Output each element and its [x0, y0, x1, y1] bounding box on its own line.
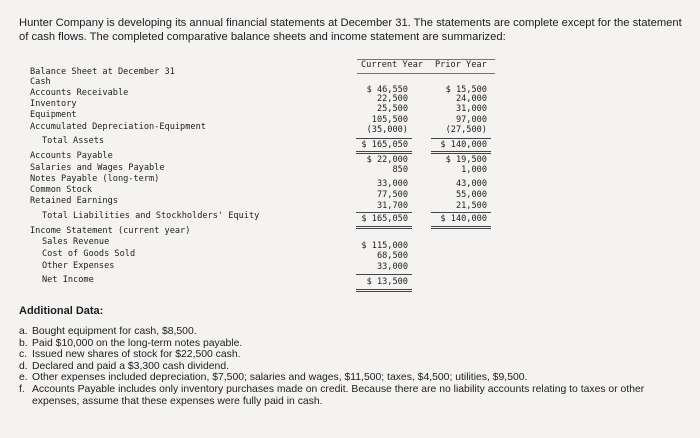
current-other-expenses: 33,000: [376, 262, 408, 272]
prior-total-assets-double-rule-2: [431, 153, 491, 154]
prior-cash: $ 15,500: [445, 85, 487, 95]
note-f: [19, 384, 694, 407]
prior-accounts-payable: $ 19,500: [445, 155, 487, 165]
current-income-underline: [356, 274, 412, 275]
current-accounts-payable: $ 22,000: [366, 155, 408, 165]
note-b: [19, 338, 694, 350]
prior-total-le-double-rule-2: [431, 228, 491, 229]
label-retained-earnings: Retained Earnings: [30, 196, 118, 206]
current-net-income-double-rule: [356, 289, 412, 290]
label-net-income: Net Income: [42, 275, 94, 285]
label-salaries-wages-payable: Salaries and Wages Payable: [30, 163, 165, 173]
label-accounts-payable: Accounts Payable: [30, 151, 113, 161]
current-sales-revenue: $ 115,000: [361, 241, 408, 251]
label-accounts-receivable: Accounts Receivable: [30, 88, 129, 98]
prior-accounts-receivable: 24,000: [455, 94, 487, 104]
prior-accumulated-depreciation: (27,500): [445, 125, 487, 135]
note-letter: e.: [19, 372, 28, 384]
current-total-assets-double-rule-2: [356, 153, 412, 154]
prior-total-assets: $ 140,000: [440, 140, 487, 150]
current-assets-underline: [356, 138, 412, 139]
label-cost-of-goods-sold: Cost of Goods Sold: [42, 249, 136, 259]
current-liabilities-underline: [356, 212, 412, 213]
label-total-liabilities-equity: Total Liabilities and Stockholders' Equity: [42, 211, 260, 221]
current-total-le-double-rule-2: [356, 228, 412, 229]
label-inventory: Inventory: [30, 99, 77, 109]
current-cash: $ 46,550: [366, 85, 408, 95]
note-text: Declared and paid a $3,300 cash dividend.: [32, 360, 229, 372]
header-current-year: Current Year: [361, 60, 424, 70]
prior-equipment: 97,000: [455, 115, 487, 125]
note-letter: c.: [19, 349, 28, 361]
note-letter: b.: [19, 337, 28, 349]
current-common-stock: 77,500: [376, 190, 408, 200]
additional-data-list: [19, 326, 694, 407]
prior-total-le-double-rule: [431, 226, 491, 227]
current-net-income-double-rule-2: [356, 291, 412, 292]
current-accumulated-depreciation: (35,000): [366, 125, 408, 135]
problem-intro: Hunter Company is developing its annual financial statements at December 31. The statements are complete except for the statement of cash flows. The completed comparative balance sheets and income statement are summarized:: [19, 17, 682, 43]
current-salaries-wages-payable: 850: [392, 165, 408, 175]
additional-data-title: Additional Data:: [19, 305, 104, 317]
note-text: Accounts Payable includes only inventory purchases made on credit. Because there are no liability accounts relating to taxes or other expenses, assume that these expenses were fully paid in cash.: [32, 383, 645, 407]
note-e: [19, 372, 694, 384]
current-retained-earnings: 31,700: [376, 201, 408, 211]
label-total-assets: Total Assets: [42, 136, 105, 146]
header-prior-year: Prior Year: [435, 60, 487, 70]
note-letter: d.: [19, 360, 28, 372]
label-balance-sheet: Balance Sheet at December 31: [30, 67, 175, 77]
label-accumulated-depreciation: Accumulated Depreciation-Equipment: [30, 122, 206, 132]
prior-total-assets-double-rule: [431, 151, 491, 152]
note-text: Paid $10,000 on the long-term notes payable.: [32, 337, 243, 349]
current-total-assets: $ 165,050: [361, 140, 408, 150]
prior-liabilities-underline: [431, 212, 491, 213]
note-c: [19, 349, 694, 361]
prior-assets-underline: [431, 138, 491, 139]
label-sales-revenue: Sales Revenue: [42, 237, 110, 247]
label-notes-payable: Notes Payable (long-term): [30, 174, 160, 184]
prior-inventory: 31,000: [455, 104, 487, 114]
current-total-le-double-rule: [356, 226, 412, 227]
label-common-stock: Common Stock: [30, 185, 93, 195]
prior-retained-earnings: 21,500: [455, 201, 487, 211]
note-d: [19, 361, 694, 373]
note-a: [19, 326, 694, 338]
label-cash: Cash: [30, 77, 51, 87]
prior-salaries-wages-payable: 1,000: [461, 165, 487, 175]
current-equipment: 105,500: [371, 115, 408, 125]
label-other-expenses: Other Expenses: [42, 261, 115, 271]
note-text: Bought equipment for cash, $8,500.: [32, 326, 197, 337]
current-notes-payable: 33,000: [376, 179, 408, 189]
note-text: Other expenses included depreciation, $7,500; salaries and wages, $11,500; taxes, $4,500; utilities, $9,500.: [32, 372, 528, 384]
current-accounts-receivable: 22,500: [376, 94, 408, 104]
current-net-income: $ 13,500: [366, 277, 408, 287]
label-equipment: Equipment: [30, 110, 77, 120]
prior-notes-payable: 43,000: [455, 179, 487, 189]
note-letter: a.: [19, 326, 28, 337]
label-income-statement: Income Statement (current year): [30, 226, 191, 236]
current-total-assets-double-rule: [356, 151, 412, 152]
note-text: Issued new shares of stock for $22,500 cash.: [32, 349, 241, 361]
prior-total-liabilities-equity: $ 140,000: [440, 214, 487, 224]
current-cost-of-goods-sold: 68,500: [376, 251, 408, 261]
note-letter: f.: [19, 383, 25, 395]
current-inventory: 25,500: [376, 104, 408, 114]
prior-common-stock: 55,000: [455, 190, 487, 200]
current-total-liabilities-equity: $ 165,050: [361, 214, 408, 224]
